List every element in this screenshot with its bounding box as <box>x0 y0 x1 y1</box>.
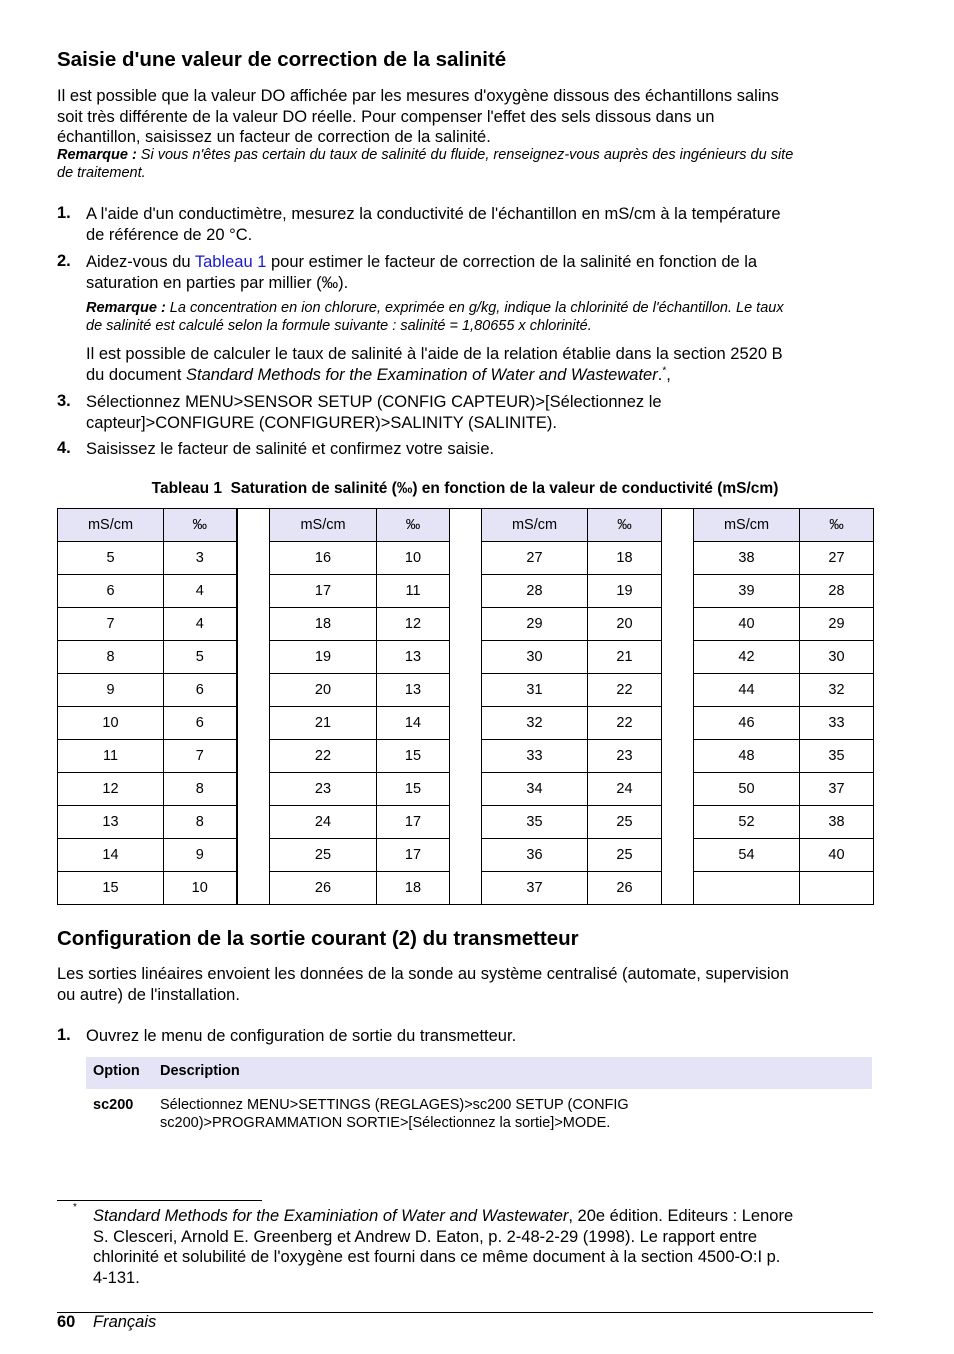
salinity-cell: 15 <box>377 740 450 773</box>
note-text: Si vous n'êtes pas certain du taux de salinité du fluide, renseignez-vous auprès des ingénieurs du site <box>136 147 794 163</box>
output-step-1-text: Ouvrez le menu de configuration de sortie du transmetteur. <box>86 1027 517 1045</box>
column-gap <box>662 773 694 806</box>
salinity-cell: 14 <box>377 707 450 740</box>
step-line: A l'aide d'un conductimètre, mesurez la conductivité de l'échantillon en mS/cm à la température <box>86 205 781 223</box>
conductivity-cell: 37 <box>482 872 588 905</box>
salinity-cell: 17 <box>377 839 450 872</box>
conductivity-cell: 30 <box>482 641 588 674</box>
conductivity-cell: 20 <box>270 674 377 707</box>
column-gap <box>450 839 482 872</box>
step-line: Sélectionnez MENU>SENSOR SETUP (CONFIG CAPTEUR)>[Sélectionnez le <box>86 393 662 411</box>
salinity-cell: 18 <box>588 542 662 575</box>
conductivity-cell: 36 <box>482 839 588 872</box>
intro-line: Les sorties linéaires envoient les données de la sonde au système centralisé (automate, supervision <box>57 965 789 983</box>
step-number: 2. <box>57 252 71 270</box>
step-number: 1. <box>57 1026 71 1044</box>
column-gap <box>450 608 482 641</box>
footnote-marker[interactable]: * <box>662 365 667 376</box>
table-row <box>58 641 874 674</box>
column-gap <box>662 575 694 608</box>
footnote-line: S. Clesceri, Arnold E. Greenberg et Andrew D. Eaton, p. 2-48-2-29 (1998). Le rapport entre <box>93 1227 758 1246</box>
salinity-cell: 4 <box>164 608 237 641</box>
step-2-text <box>86 252 876 293</box>
footnote-line: , 20e édition. Editeurs : Lenore <box>568 1207 794 1225</box>
conductivity-cell: 28 <box>482 575 588 608</box>
salinity-cell: 23 <box>588 740 662 773</box>
salinity-cell: 10 <box>164 872 237 905</box>
step-line: capteur]>CONFIGURE (CONFIGURER)>SALINITY (SALINITE). <box>86 413 557 432</box>
salinity-cell: 13 <box>377 641 450 674</box>
description-column-header: Description <box>160 1063 240 1079</box>
caption-text: Saturation de salinité (‰) en fonction de la valeur de conductivité (mS/cm) <box>230 480 779 497</box>
table-row <box>58 740 874 773</box>
punctuation: . <box>657 365 663 384</box>
conductivity-cell: 23 <box>270 773 377 806</box>
table-row <box>58 674 874 707</box>
column-header: mS/cm <box>482 509 588 542</box>
step-3-text <box>86 392 876 433</box>
conductivity-cell: 7 <box>58 608 164 641</box>
salinity-cell: 22 <box>588 707 662 740</box>
table-1-link[interactable]: Tableau 1 <box>194 253 267 271</box>
salinity-cell: 10 <box>377 542 450 575</box>
table-row <box>58 542 874 575</box>
column-gap <box>450 542 482 575</box>
conductivity-cell: 6 <box>58 575 164 608</box>
reference-title: Standard Methods for the Examination of Water and Wastewater <box>185 365 658 384</box>
column-gap <box>450 740 482 773</box>
description-line: Sélectionnez MENU>SETTINGS (REGLAGES)>sc200 SETUP (CONFIG <box>160 1097 629 1113</box>
salinity-cell: 5 <box>164 641 237 674</box>
intro-line: échantillon, saisissez un facteur de correction de la salinité. <box>57 128 491 146</box>
step-line: pour estimer le facteur de correction de la salinité en fonction de la <box>266 253 758 271</box>
intro-line: Il est possible que la valeur DO affichée par les mesures d'oxygène dissous des échantillons salins <box>57 87 779 105</box>
conductivity-cell: 31 <box>482 674 588 707</box>
table-row <box>58 839 874 872</box>
conductivity-cell: 40 <box>694 608 800 641</box>
salinity-cell: 28 <box>800 575 874 608</box>
salinity-intro <box>57 86 877 148</box>
step-line: Aidez-vous du <box>86 253 195 271</box>
footnote-divider <box>57 1200 262 1201</box>
salinity-table <box>57 508 874 905</box>
step-line: du document <box>86 365 186 384</box>
salinity-cell: 22 <box>588 674 662 707</box>
salinity-cell: 26 <box>588 872 662 905</box>
conductivity-cell: 42 <box>694 641 800 674</box>
step-line: saturation en parties par millier (‰). <box>86 273 349 292</box>
intro-line: ou autre) de l'installation. <box>57 985 240 1004</box>
column-gap <box>237 839 270 872</box>
salinity-cell: 3 <box>164 542 237 575</box>
conductivity-cell: 27 <box>482 542 588 575</box>
conductivity-cell: 13 <box>58 806 164 839</box>
reference-title: Standard Methods for the Examiniation of Water and Wastewater <box>93 1207 569 1225</box>
salinity-cell: 18 <box>377 872 450 905</box>
conductivity-cell: 17 <box>270 575 377 608</box>
conductivity-cell: 26 <box>270 872 377 905</box>
conductivity-cell: 19 <box>270 641 377 674</box>
column-gap <box>237 674 270 707</box>
salinity-cell: 7 <box>164 740 237 773</box>
column-header: mS/cm <box>270 509 377 542</box>
conductivity-cell: 32 <box>482 707 588 740</box>
table-row <box>58 707 874 740</box>
salinity-cell: 15 <box>377 773 450 806</box>
step-number: 4. <box>57 439 71 457</box>
column-gap <box>237 509 270 542</box>
salinity-cell: 29 <box>800 608 874 641</box>
column-header: ‰ <box>377 509 450 542</box>
conductivity-cell: 50 <box>694 773 800 806</box>
conductivity-cell: 54 <box>694 839 800 872</box>
salinity-cell: 20 <box>588 608 662 641</box>
column-gap <box>237 575 270 608</box>
salinity-cell: 32 <box>800 674 874 707</box>
column-header: mS/cm <box>694 509 800 542</box>
conductivity-cell: 39 <box>694 575 800 608</box>
note-text: de traitement. <box>57 165 146 181</box>
column-gap <box>237 707 270 740</box>
footnote-text <box>93 1206 883 1288</box>
conductivity-cell: 38 <box>694 542 800 575</box>
note-label: Remarque : <box>86 300 166 316</box>
output-intro <box>57 964 877 1005</box>
table-row <box>58 608 874 641</box>
column-gap <box>237 806 270 839</box>
conductivity-cell: 25 <box>270 839 377 872</box>
table-row <box>58 575 874 608</box>
step-line: Saisissez le facteur de salinité et confirmez votre saisie. <box>86 440 495 458</box>
column-gap <box>662 707 694 740</box>
table-row <box>58 872 874 905</box>
column-gap <box>662 806 694 839</box>
column-gap <box>450 674 482 707</box>
conductivity-cell: 52 <box>694 806 800 839</box>
column-gap <box>450 872 482 905</box>
table-row <box>58 773 874 806</box>
column-gap <box>662 872 694 905</box>
salinity-cell: 8 <box>164 806 237 839</box>
salinity-cell: 6 <box>164 674 237 707</box>
salinity-cell: 25 <box>588 806 662 839</box>
note-label: Remarque : <box>57 147 137 163</box>
option-description <box>160 1096 860 1132</box>
footnote-line: chlorinité et solubilité de l'oxygène est fourni dans ce même document à la section 4500-O:I p. <box>93 1248 781 1266</box>
salinity-cell: 6 <box>164 707 237 740</box>
conductivity-cell: 48 <box>694 740 800 773</box>
column-gap <box>450 806 482 839</box>
conductivity-cell: 15 <box>58 872 164 905</box>
footnote-mark: * <box>73 1202 77 1213</box>
step-number: 3. <box>57 392 71 410</box>
salinity-cell: 12 <box>377 608 450 641</box>
conductivity-cell <box>694 872 800 905</box>
step-2-note <box>86 299 876 335</box>
salinity-cell: 27 <box>800 542 874 575</box>
salinity-cell: 19 <box>588 575 662 608</box>
salinity-cell: 37 <box>800 773 874 806</box>
salinity-cell: 30 <box>800 641 874 674</box>
column-gap <box>237 608 270 641</box>
note-text: La concentration en ion chlorure, exprimée en g/kg, indique la chlorinité de l'échantillon. Le taux <box>165 300 784 316</box>
caption-label: Tableau 1 <box>151 480 222 497</box>
salinity-cell: 9 <box>164 839 237 872</box>
conductivity-cell: 22 <box>270 740 377 773</box>
column-gap <box>662 740 694 773</box>
description-line: sc200)>PROGRAMMATION SORTIE>[Sélectionnez la sortie]>MODE. <box>160 1115 611 1131</box>
salinity-cell: 21 <box>588 641 662 674</box>
salinity-cell: 38 <box>800 806 874 839</box>
salinity-cell: 11 <box>377 575 450 608</box>
conductivity-cell: 5 <box>58 542 164 575</box>
step-4-text <box>86 439 876 460</box>
column-gap <box>662 641 694 674</box>
conductivity-cell: 29 <box>482 608 588 641</box>
column-gap <box>450 575 482 608</box>
salinity-cell: 4 <box>164 575 237 608</box>
conductivity-cell: 12 <box>58 773 164 806</box>
section-heading-current-output: Configuration de la sortie courant (2) du transmetteur <box>57 927 579 950</box>
footer-divider <box>57 1312 873 1313</box>
column-gap <box>237 740 270 773</box>
table-row <box>58 806 874 839</box>
column-gap <box>450 707 482 740</box>
conductivity-cell: 35 <box>482 806 588 839</box>
column-gap <box>662 839 694 872</box>
table-header-row <box>58 509 874 542</box>
conductivity-cell: 34 <box>482 773 588 806</box>
conductivity-cell: 33 <box>482 740 588 773</box>
column-header: ‰ <box>164 509 237 542</box>
step-2-extra <box>86 344 876 385</box>
conductivity-cell: 11 <box>58 740 164 773</box>
salinity-cell: 17 <box>377 806 450 839</box>
column-gap <box>662 509 694 542</box>
step-number: 1. <box>57 204 71 222</box>
step-line: de référence de 20 °C. <box>86 225 253 244</box>
column-gap <box>662 674 694 707</box>
column-gap <box>237 641 270 674</box>
column-gap <box>450 509 482 542</box>
conductivity-cell: 18 <box>270 608 377 641</box>
column-gap <box>237 872 270 905</box>
column-gap <box>237 773 270 806</box>
salinity-cell: 25 <box>588 839 662 872</box>
conductivity-cell: 16 <box>270 542 377 575</box>
conductivity-cell: 10 <box>58 707 164 740</box>
column-header: ‰ <box>800 509 874 542</box>
footnote-line: 4-131. <box>93 1268 140 1287</box>
section-heading-salinity: Saisie d'une valeur de correction de la salinité <box>57 48 507 71</box>
salinity-cell: 33 <box>800 707 874 740</box>
salinity-cell: 40 <box>800 839 874 872</box>
page-number: 60 <box>57 1313 76 1331</box>
salinity-cell: 13 <box>377 674 450 707</box>
intro-line: soit très différente de la valeur DO réelle. Pour compenser l'effet des sels dissous dans un <box>57 107 715 126</box>
conductivity-cell: 24 <box>270 806 377 839</box>
conductivity-cell: 46 <box>694 707 800 740</box>
conductivity-cell: 9 <box>58 674 164 707</box>
salinity-note <box>57 146 877 182</box>
conductivity-cell: 8 <box>58 641 164 674</box>
note-text: de salinité est calculé selon la formule suivante : salinité = 1,80655 x chlorinité. <box>86 318 592 334</box>
column-header: mS/cm <box>58 509 164 542</box>
option-value: sc200 <box>93 1097 134 1113</box>
salinity-cell: 8 <box>164 773 237 806</box>
column-gap <box>450 641 482 674</box>
step-line: Il est possible de calculer le taux de salinité à l'aide de la relation établie dans la section 2520 B <box>86 345 783 363</box>
table-1-caption <box>57 480 873 498</box>
step-1-text <box>86 204 876 245</box>
column-gap <box>662 542 694 575</box>
salinity-cell: 35 <box>800 740 874 773</box>
column-gap <box>237 542 270 575</box>
column-gap <box>450 773 482 806</box>
column-header: ‰ <box>588 509 662 542</box>
conductivity-cell: 21 <box>270 707 377 740</box>
option-column-header: Option <box>93 1063 140 1079</box>
conductivity-cell: 44 <box>694 674 800 707</box>
footer-language: Français <box>93 1313 157 1331</box>
conductivity-cell: 14 <box>58 839 164 872</box>
punctuation: , <box>666 365 671 384</box>
salinity-cell: 24 <box>588 773 662 806</box>
salinity-cell <box>800 872 874 905</box>
column-gap <box>662 608 694 641</box>
